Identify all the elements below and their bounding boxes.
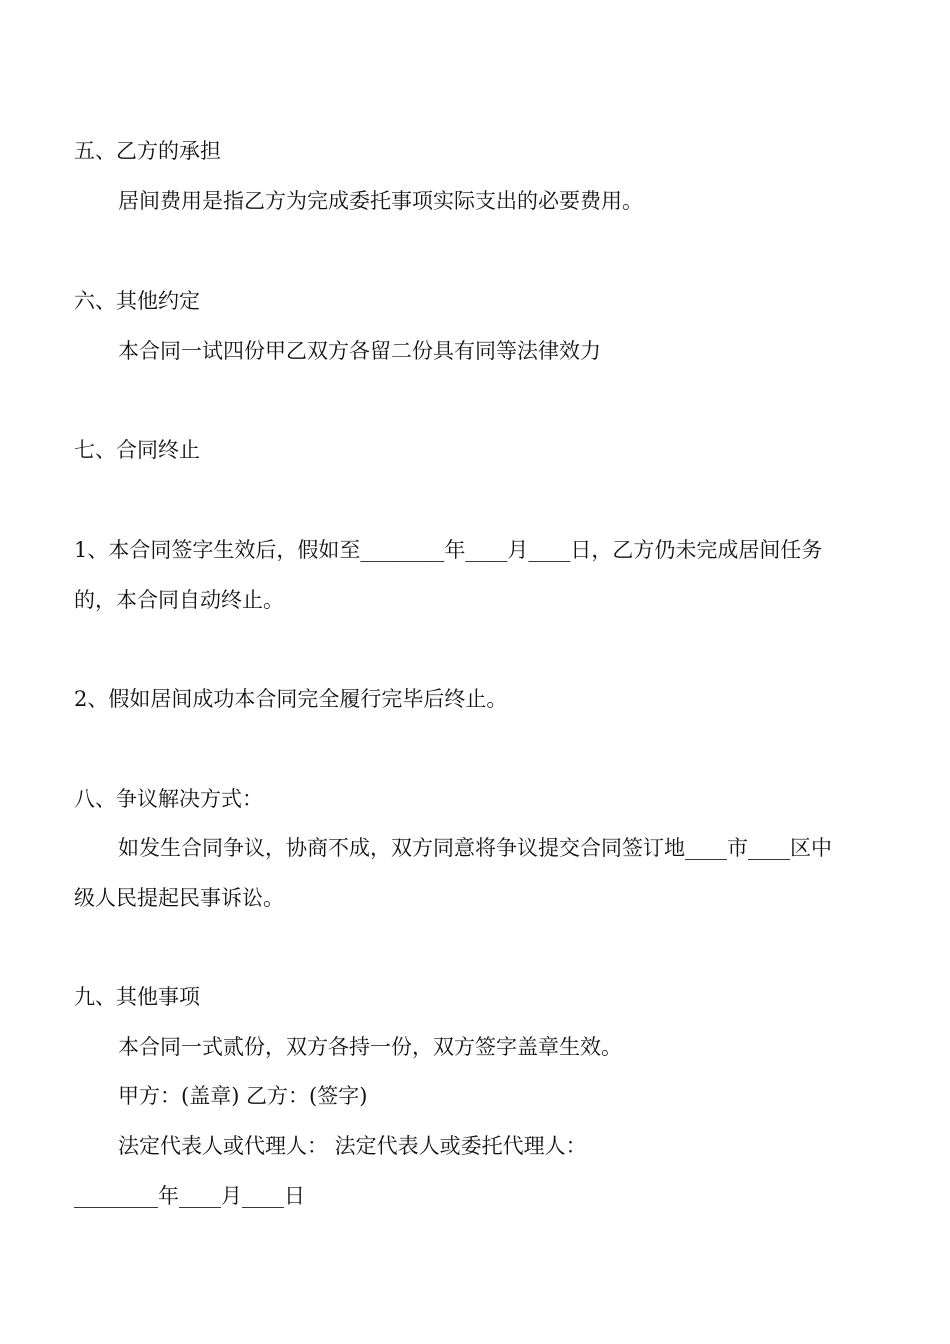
section-8-body-line-1: 如发生合同争议，协商不成，双方同意将争议提交合同签订地____市____区中	[118, 836, 832, 860]
section-6-heading: 六、其他约定	[74, 289, 200, 313]
section-7-item-2: 2、假如居间成功本合同完全履行完毕后终止。	[74, 687, 508, 711]
signature-representatives: 法定代表人或代理人： 法定代表人或委托代理人：	[118, 1134, 587, 1158]
section-6-body: 本合同一试四份甲乙双方各留二份具有同等法律效力	[118, 339, 601, 363]
section-7-item-1-line-2: 的，本合同自动终止。	[74, 588, 284, 612]
section-7-item-1-line-1: 1、本合同签字生效后，假如至________年____月____日，乙方仍未完成居间任务	[74, 538, 823, 562]
section-5-body: 居间费用是指乙方为完成委托事项实际支出的必要费用。	[118, 189, 643, 213]
signature-date: ________年____月____日	[74, 1184, 305, 1208]
section-9-heading: 九、其他事项	[74, 985, 200, 1009]
section-5-heading: 五、乙方的承担	[74, 139, 221, 163]
section-7-heading: 七、合同终止	[74, 438, 200, 462]
section-8-body-line-2: 级人民提起民事诉讼。	[74, 886, 284, 910]
section-9-body: 本合同一式贰份，双方各持一份，双方签字盖章生效。	[118, 1035, 622, 1059]
signature-parties: 甲方：(盖章) 乙方：(签字)	[118, 1084, 368, 1108]
section-8-heading: 八、争议解决方式：	[74, 787, 263, 811]
